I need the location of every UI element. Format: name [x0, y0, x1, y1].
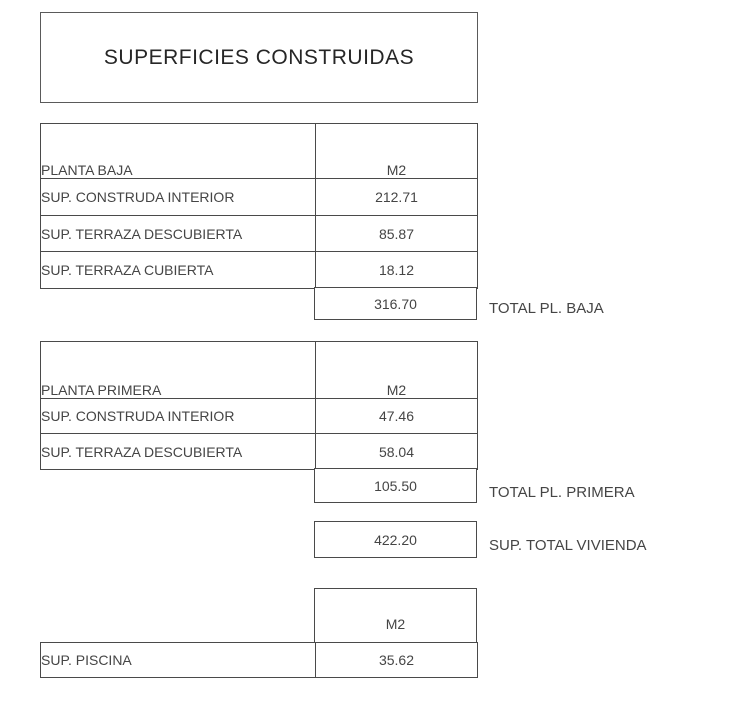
row-label: SUP. TERRAZA DESCUBIERTA [41, 434, 316, 470]
row-label: SUP. TERRAZA DESCUBIERTA [41, 216, 316, 252]
planta-baja-total-label: TOTAL PL. BAJA [489, 300, 604, 317]
row-value: 35.62 [316, 643, 478, 678]
planta-baja-header: PLANTA BAJA [41, 124, 316, 179]
table-row [41, 643, 478, 678]
planta-primera-table [40, 341, 478, 470]
row-label: SUP. CONSTRUDA INTERIOR [41, 399, 316, 434]
planta-baja-total-value: 316.70 [374, 295, 417, 312]
planta-baja-table [40, 123, 478, 289]
table-row [41, 434, 478, 470]
planta-primera-header: PLANTA PRIMERA [41, 342, 316, 399]
planta-primera-total-label: TOTAL PL. PRIMERA [489, 484, 635, 501]
vivienda-total-value: 422.20 [374, 531, 417, 548]
row-value: 58.04 [316, 434, 478, 470]
table-row [41, 179, 478, 216]
page-title: SUPERFICIES CONSTRUIDAS [103, 45, 415, 69]
table-row [41, 252, 478, 289]
row-label: SUP. PISCINA [41, 643, 316, 678]
planta-primera-total-value: 105.50 [374, 477, 417, 494]
row-label: SUP. TERRAZA CUBIERTA [41, 252, 316, 289]
piscina-table [40, 642, 478, 678]
row-label: SUP. CONSTRUDA INTERIOR [41, 179, 316, 216]
title-box [40, 12, 478, 103]
piscina-unit-box [314, 588, 477, 643]
vivienda-total-box [314, 521, 477, 558]
vivienda-total-label: SUP. TOTAL VIVIENDA [489, 537, 647, 554]
row-value: 18.12 [316, 252, 478, 289]
table-row [41, 399, 478, 434]
piscina-unit: M2 [385, 616, 406, 632]
row-value: 47.46 [316, 399, 478, 434]
planta-primera-total-box [314, 468, 477, 503]
row-value: 212.71 [316, 179, 478, 216]
planta-primera-unit: M2 [316, 342, 478, 399]
planta-baja-unit: M2 [316, 124, 478, 179]
row-value: 85.87 [316, 216, 478, 252]
planta-baja-total-box [314, 287, 477, 320]
table-row [41, 216, 478, 252]
